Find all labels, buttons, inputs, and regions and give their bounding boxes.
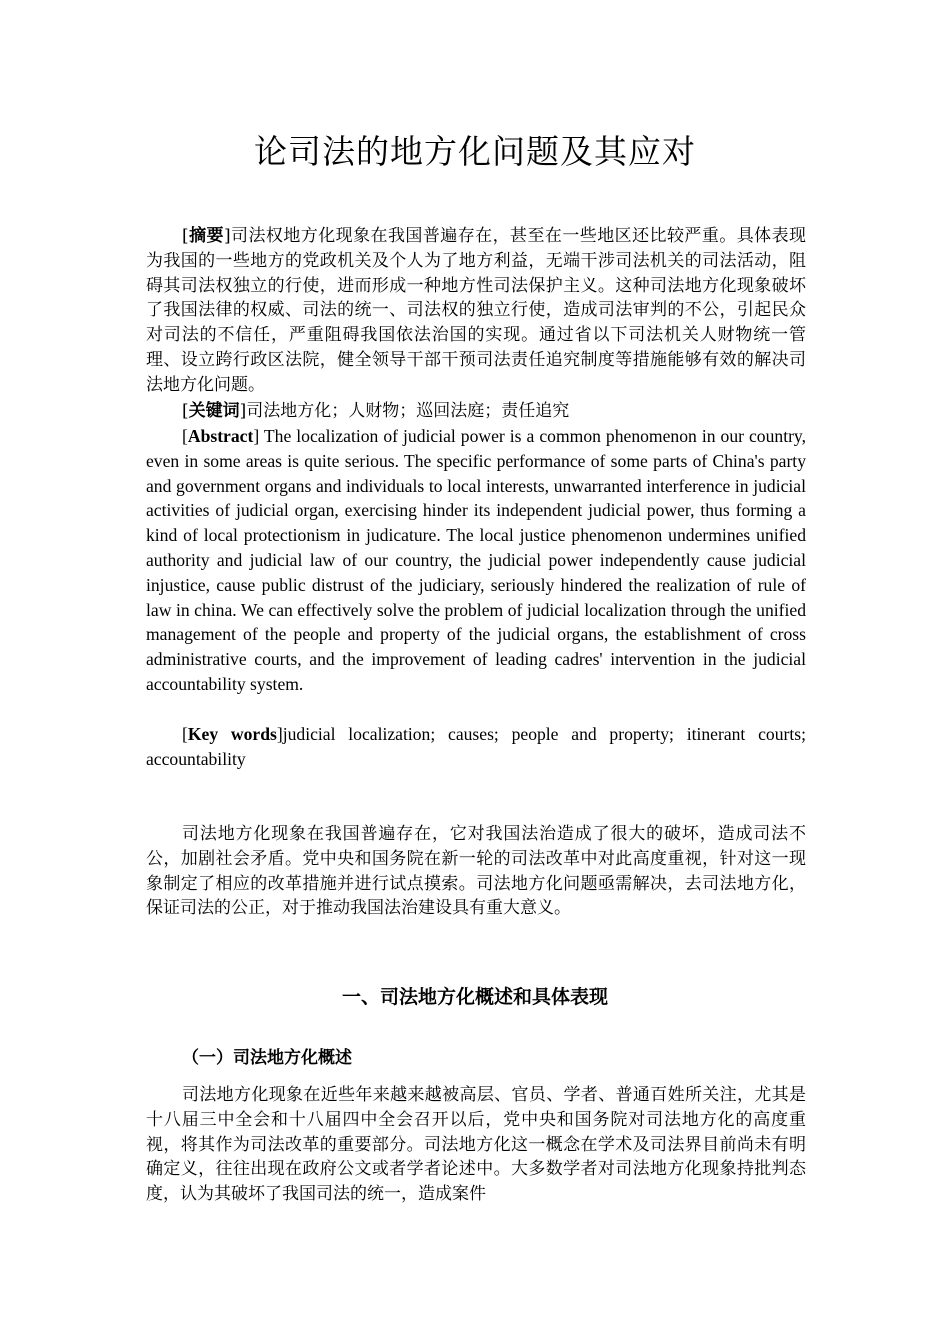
abstract-en-label: Abstract <box>187 426 254 446</box>
abstract-en-text: The localization of judicial power is a common phenomenon in our country, even in some areas is quite serious. The specific performance of some parts of China's party and government organs and individuals to local interests, unwarranted interference in judicial activities of judicial organ, exercising hinder its independent judicial power, thus forming a kind of local protectionism in judicature. The local justice phenomenon undermines unified authority and judicial law of our country, the judicial power independently cause judicial injustice, cause public distrust of the judiciary, seriously hindered the realization of rule of law in china. We can effectively solve the problem of judicial localization through the unified management of the people and property of the judicial organs, the establishment of cross administrative courts, and the improvement of leading cadres' intervention in the judicial accountability system. <box>146 426 806 694</box>
keywords-cn-bracket-open: [ <box>182 401 189 421</box>
keywords-cn-text: 司法地方化；人财物；巡回法庭；责任追究 <box>246 401 570 421</box>
abstract-cn-bracket-open: [ <box>182 226 189 246</box>
abstract-en <box>146 424 806 697</box>
section-heading-1: 一、司法地方化概述和具体表现 <box>341 986 608 1008</box>
section-1-paragraph-text: 司法地方化现象在近些年来越来越被高层、官员、学者、普通百姓所关注，尤其是十八届三中全会和十八届四中全会召开以后，党中央和国务院对司法地方化的高度重视，将其作为司法改革的重要部分。司法地方化这一概念在学术及司法界目前尚未有明确定义，往往出现在政府公文或者学者论述中。大多数学者对司法地方化现象持批判态度，认为其破坏了我国司法的统一，造成案件 <box>146 1085 806 1205</box>
intro-paragraph <box>146 822 806 921</box>
keywords-en-bracket-open: [ <box>182 724 188 744</box>
keywords-en-label: Key words <box>187 724 277 744</box>
abstract-cn-label: 摘要 <box>188 226 224 246</box>
abstract-en-bracket-open: [ <box>182 426 188 446</box>
document-title: 论司法的地方化问题及其应对 <box>254 132 696 171</box>
section-1-paragraph <box>146 1083 806 1207</box>
keywords-en <box>146 722 806 772</box>
keywords-cn <box>146 399 806 424</box>
keywords-cn-label: 关键词 <box>188 401 240 421</box>
keywords-cn-bracket-close: ] <box>239 401 247 421</box>
abstract-en-bracket-close: ] <box>253 426 264 446</box>
abstract-cn-bracket-close: ] <box>223 226 231 246</box>
subsection-heading-1-1: （一）司法地方化概述 <box>182 1048 352 1068</box>
keywords-en-text: judicial localization; causes; people and property; itinerant courts; accountability <box>146 724 806 769</box>
keywords-en-bracket-close: ] <box>276 724 283 744</box>
abstract-cn <box>146 224 806 398</box>
abstract-cn-text: 司法权地方化现象在我国普遍存在，甚至在一些地区还比较严重。具体表现为我国的一些地方的党政机关及个人为了地方利益，无端干涉司法机关的司法活动，阻碍其司法权独立的行使，进而形成一种地方性司法保护主义。这种司法地方化现象破坏了我国法律的权威、司法的统一、司法权的独立行使，造成司法审判的不公，引起民众对司法的不信任，严重阻碍我国依法治国的实现。通过省以下司法机关人财物统一管理、设立跨行政区法院，健全领导干部干预司法责任追究制度等措施能够有效的解决司法地方化问题。 <box>146 226 807 395</box>
intro-text: 司法地方化现象在我国普遍存在，它对我国法治造成了很大的破坏，造成司法不公，加剧社会矛盾。党中央和国务院在新一轮的司法改革中对此高度重视，针对这一现象制定了相应的改革措施并进行试点摸索。司法地方化问题亟需解决，去司法地方化，保证司法的公正，对于推动我国法治建设具有重大意义。 <box>146 824 806 919</box>
